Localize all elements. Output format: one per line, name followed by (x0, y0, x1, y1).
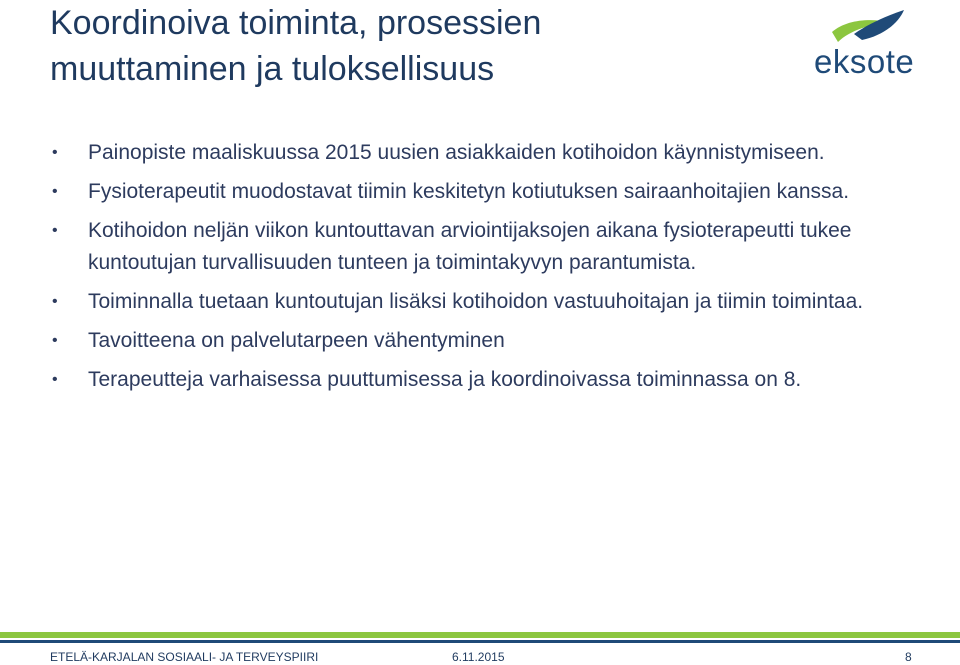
bullet-text: Terapeutteja varhaisessa puuttumisessa ja koordinoivassa toiminnassa on 8. (88, 368, 802, 391)
bullet-text: Kotihoidon neljän viikon kuntouttavan arviointijaksojen aikana fysioterapeutti tukee kuntoutujan turvallisuuden tunteen ja toimintakyvyn parantumista. (88, 219, 852, 274)
slide-title-line-2: muuttaminen ja tuloksellisuus (50, 50, 495, 88)
bullet-item (52, 176, 922, 208)
footer-organization: ETELÄ-KARJALAN SOSIAALI- JA TERVEYSPIIRI (50, 650, 319, 664)
footer-date: 6.11.2015 (452, 650, 505, 664)
bullet-item (52, 325, 922, 357)
bullet-dot-icon: • (52, 332, 58, 349)
bullet-item (52, 364, 922, 396)
bullet-dot-icon: • (52, 183, 58, 200)
bullet-text: Tavoitteena on palvelutarpeen vähentyminen (88, 329, 505, 352)
bullet-dot-icon: • (52, 371, 58, 388)
footer-green-bar (0, 632, 960, 638)
bullet-item (52, 215, 922, 279)
slide-title-line-1: Koordinoiva toiminta, prosessien (50, 4, 542, 42)
bullet-list (52, 137, 922, 396)
bullet-text: Fysioterapeutit muodostavat tiimin keskitetyn kotiutuksen sairaanhoitajien kanssa. (88, 180, 850, 203)
bullet-dot-icon: • (52, 293, 58, 310)
bullet-dot-icon: • (52, 144, 58, 161)
bullet-dot-icon: • (52, 222, 58, 239)
bullet-text: Painopiste maaliskuussa 2015 uusien asiakkaiden kotihoidon käynnistymiseen. (88, 141, 825, 164)
eksote-logo (812, 8, 924, 80)
footer-page-number: 8 (905, 650, 912, 664)
logo-text: eksote (814, 43, 915, 80)
bullet-item (52, 286, 922, 318)
bullet-text: Toiminnalla tuetaan kuntoutujan lisäksi kotihoidon vastuuhoitajan ja tiimin toimintaa. (88, 290, 864, 313)
bullet-item (52, 137, 922, 169)
slide-title (50, 0, 770, 92)
footer-blue-bar (0, 640, 960, 643)
eksote-leaf-icon (828, 8, 908, 48)
